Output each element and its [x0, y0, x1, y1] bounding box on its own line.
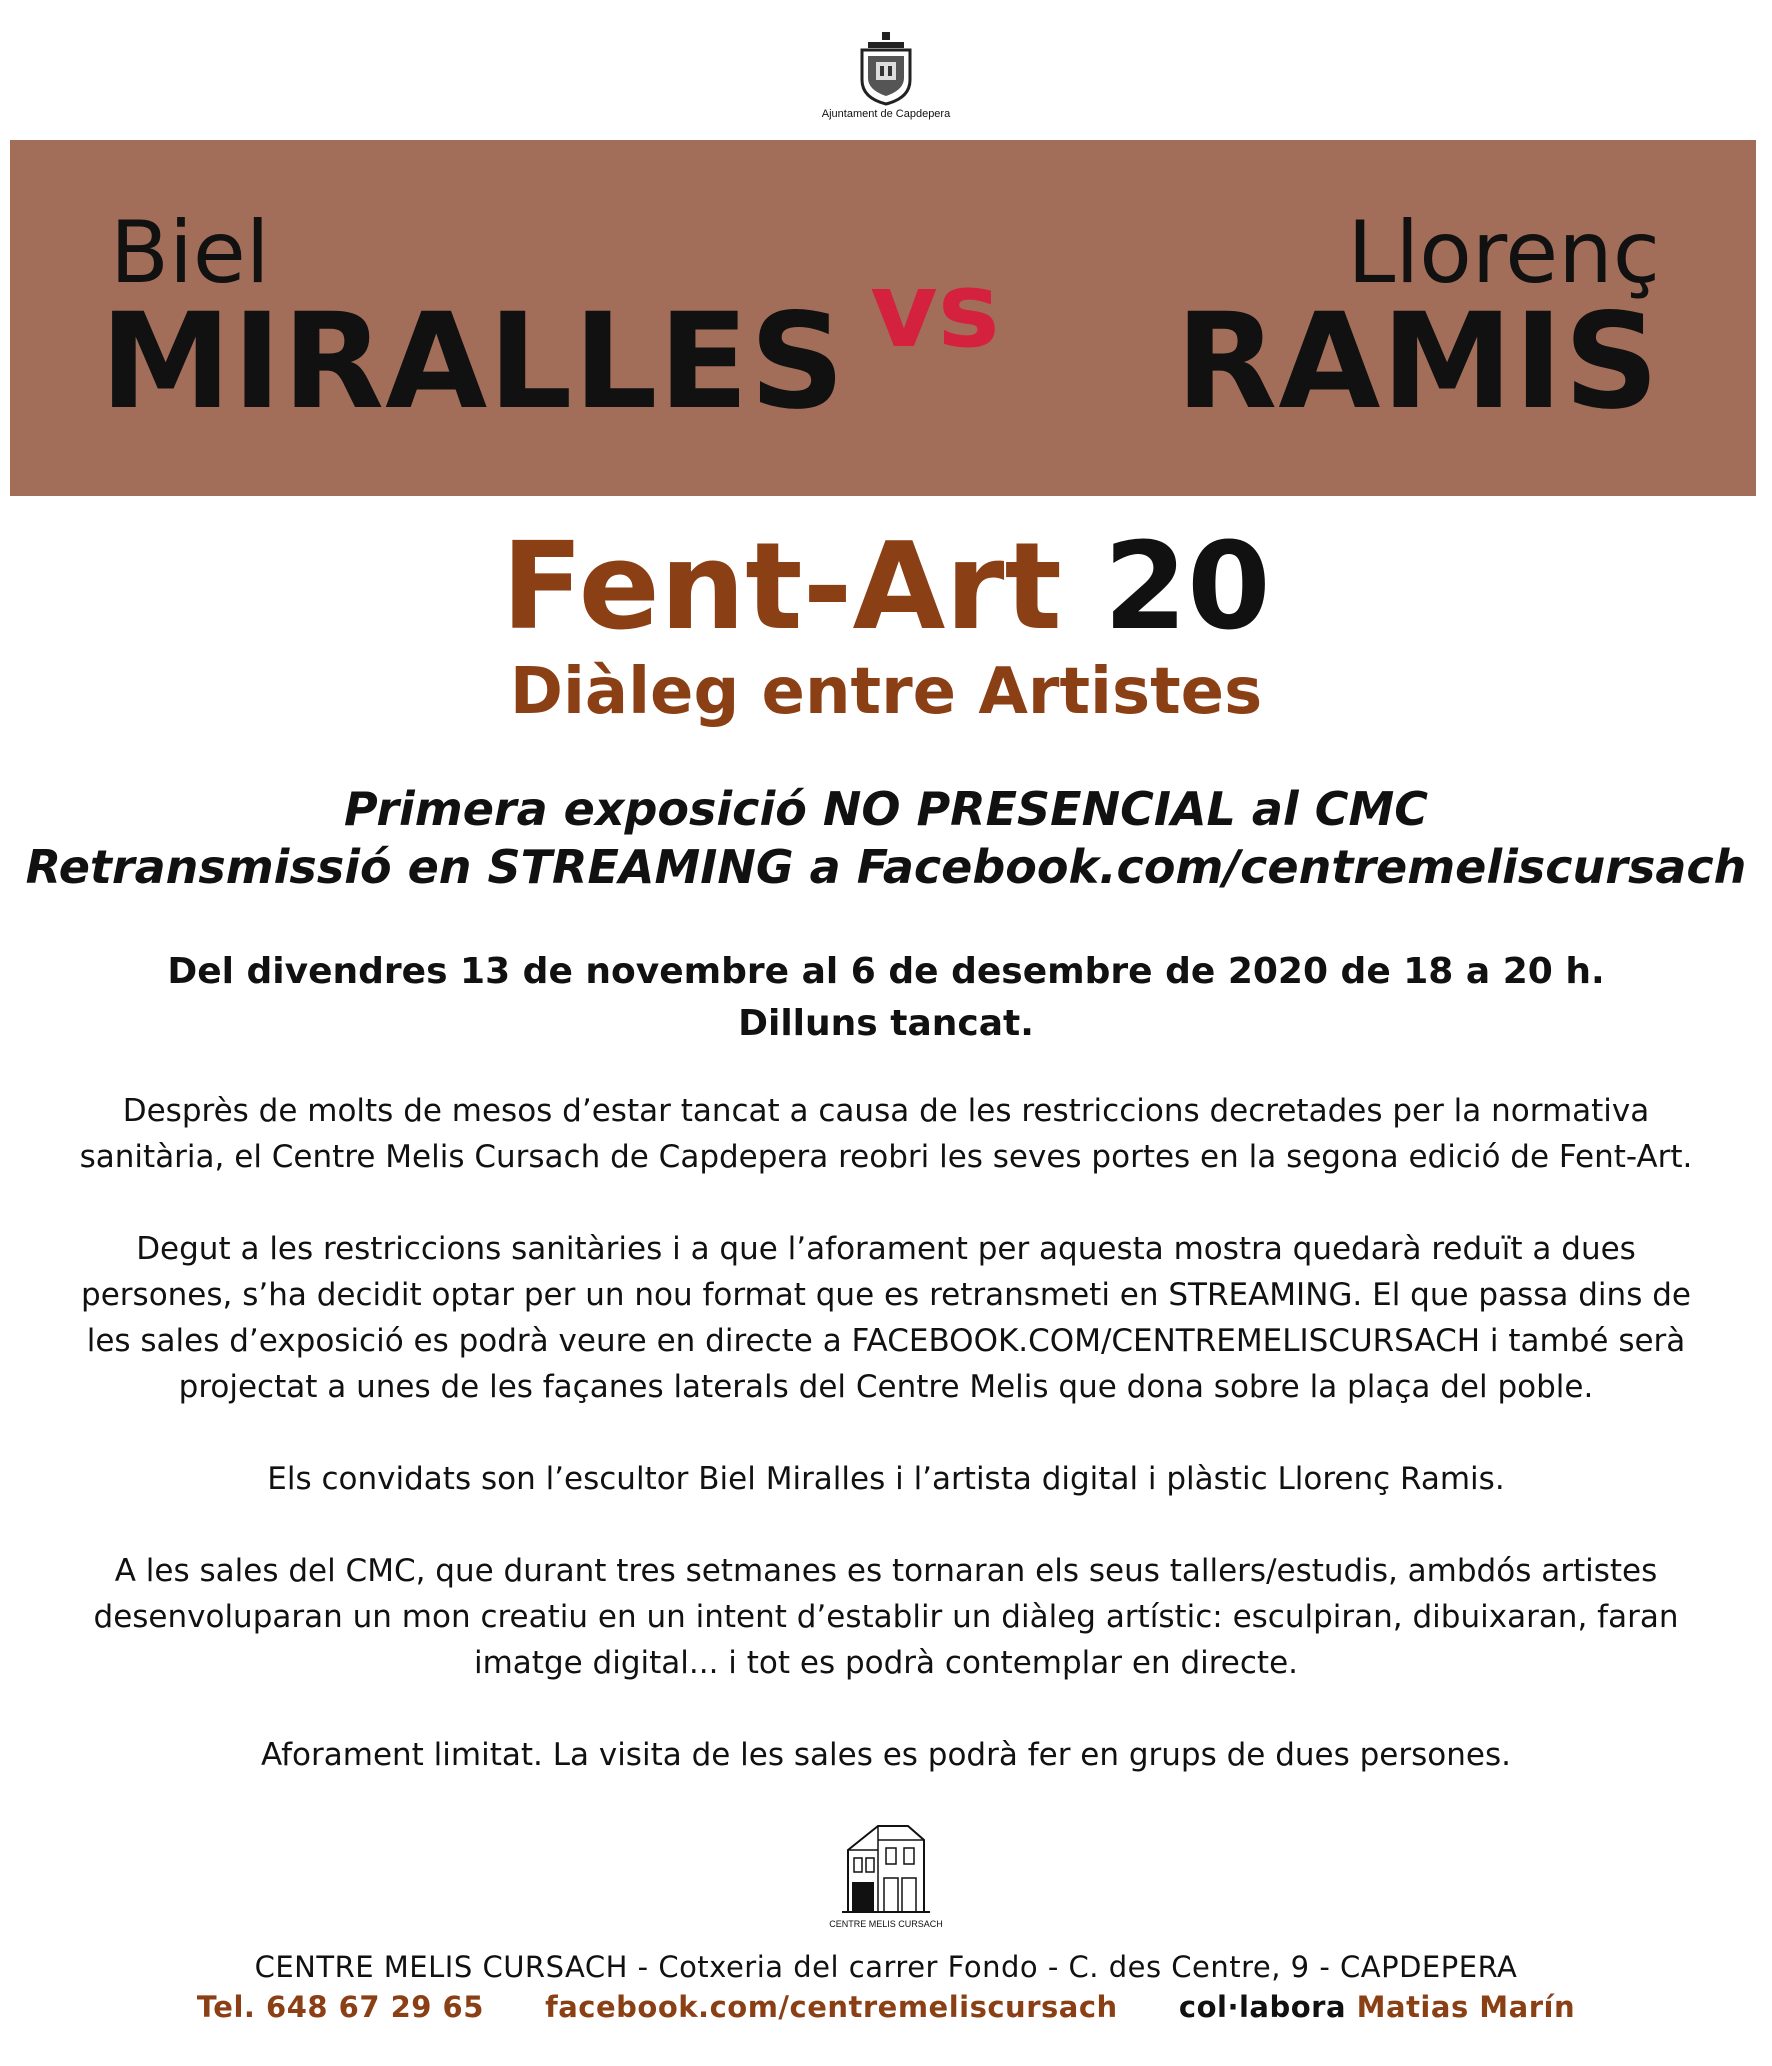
- schedule: [0, 946, 1772, 1050]
- left-artist-last-name: MIRALLES: [100, 285, 846, 439]
- highlight-line: Retransmissió en STREAMING a Facebook.com/centremeliscursach: [25, 840, 1747, 894]
- description: [60, 1088, 1712, 1824]
- right-artist-first-name: Llorenç: [1347, 203, 1660, 303]
- left-artist-first-name: Biel: [110, 203, 270, 303]
- facebook-link[interactable]: facebook.com/centremeliscursach: [545, 1990, 1118, 2024]
- municipal-logo: [0, 30, 1772, 120]
- building-caption: CENTRE MELIS CURSACH: [829, 1919, 943, 1929]
- paragraph: Degut a les restriccions sanitàries i a que l’aforament per aquesta mostra quedarà reduït a dues persones, s’ha decidit optar per un nou format que es retransmeti en STREAMING. El que passa dins de les sales d’exposició es podrà veure en directe a FACEBOOK.COM/CENTREMELISCURSACH i també serà projectat a unes de les façanes laterals del Centre Melis que dona sobre la plaça del poble.: [81, 1231, 1691, 1405]
- date-range: Del divendres 13 de novembre al 6 de desembre de 2020 de 18 a 20 h.: [167, 951, 1605, 992]
- footer-contacts: [0, 1990, 1772, 2024]
- event-edition-number: 20: [1103, 518, 1271, 657]
- paragraph: Desprès de molts de mesos d’estar tancat a causa de les restriccions decretades per la normativa sanitària, el Centre Melis Cursach de Capdepera reobri les seves portes en la segona edició de Fent-Art.: [79, 1093, 1693, 1175]
- event-title-block: [0, 518, 1772, 729]
- collaborator-name: Matias Marín: [1356, 1990, 1576, 2024]
- centre-logo: [0, 1820, 1772, 1929]
- collaboration-label: col·labora: [1178, 1990, 1347, 2024]
- versus-banner: [10, 140, 1756, 496]
- logo-caption: Ajuntament de Capdepera: [821, 108, 951, 120]
- building-icon: [838, 1820, 934, 1918]
- event-title-text: Fent-Art: [501, 518, 1062, 657]
- paragraph: A les sales del CMC, que durant tres setmanes es tornaran els seus tallers/estudis, ambdós artistes desenvoluparan un mon creatiu en un intent d’establir un diàleg artístic: esculpiran, dibuixaran, faran imatge digital... i tot es podrà contemplar en directe.: [93, 1553, 1679, 1681]
- paragraph: Aforament limitat. La visita de les sales es podrà fer en grups de dues persones.: [261, 1737, 1511, 1773]
- left-artist: [100, 203, 846, 439]
- footer-address: CENTRE MELIS CURSACH - Cotxeria del carrer Fondo - C. des Centre, 9 - CAPDEPERA: [254, 1950, 1518, 1984]
- closed-day: Dilluns tancat.: [738, 1003, 1034, 1044]
- right-artist: [1175, 203, 1660, 439]
- event-subtitle: Diàleg entre Artistes: [509, 655, 1263, 729]
- highlight-line: Primera exposició NO PRESENCIAL al CMC: [344, 782, 1428, 836]
- coat-of-arms-icon: [854, 30, 918, 106]
- right-artist-last-name: RAMIS: [1175, 285, 1660, 439]
- versus-label: vs: [870, 249, 1000, 371]
- paragraph: Els convidats son l’escultor Biel Miralles i l’artista digital i plàstic Llorenç Ramis.: [267, 1461, 1505, 1497]
- phone-number: Tel. 648 67 29 65: [196, 1990, 484, 2024]
- event-title: [0, 518, 1772, 657]
- highlights: [0, 780, 1772, 896]
